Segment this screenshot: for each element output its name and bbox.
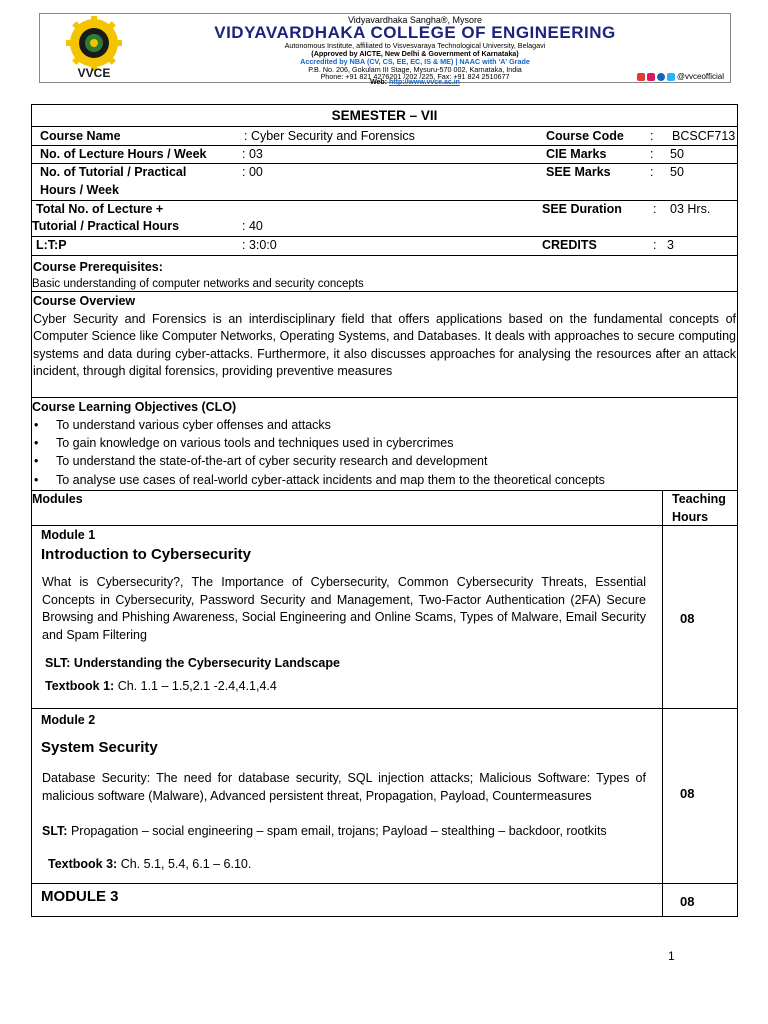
prerequisites-section — [32, 256, 737, 292]
module-2-row — [32, 709, 737, 884]
accreditation-line: Accredited by NBA (CV, CS, EE, EC, IS & ME) | NAAC with 'A' Grade — [300, 57, 530, 66]
module-2-hours: 08 — [680, 786, 695, 801]
twitter-icon[interactable] — [667, 73, 675, 81]
module-2-body: Database Security: The need for database security, SQL injection attacks; Malicious Software: Types of malicious software (Malware), Advanced persistent threat, Propagation, Payload, Countermeasures — [42, 771, 646, 803]
module-3-hours: 08 — [680, 894, 695, 909]
see-marks-label: SEE Marks — [546, 165, 611, 179]
sangha-name: Vidyavardhaka Sangha®, Mysore — [347, 15, 483, 25]
clo-section — [32, 398, 737, 491]
list-item: • To understand the state-of-the-art of cyber security research and development — [32, 452, 737, 470]
total-hours-value: : 40 — [242, 219, 263, 233]
see-duration-label: SEE Duration — [542, 202, 622, 216]
address-line: P.B. No. 206, Gokulam III Stage, Mysuru-570 002, Karnataka, India — [308, 65, 522, 74]
web-link[interactable]: http://www.vvce.ac.in — [389, 79, 460, 86]
total-hours-label: Total No. of Lecture + — [36, 202, 164, 216]
ltp-value: : 3:0:0 — [242, 238, 277, 252]
module-1-textbook: Textbook 1: Ch. 1.1 – 1.5,2.1 -2.4,4.1,4.4 — [45, 679, 277, 693]
credits-value: 3 — [667, 238, 674, 252]
page-number: 1 — [668, 949, 675, 963]
module-2-textbook: Textbook 3: Ch. 5.1, 5.4, 6.1 – 6.10. — [48, 857, 252, 871]
see-marks-value: 50 — [670, 165, 684, 179]
modules-header-row: Modules Teaching Hours — [32, 491, 737, 526]
tutorial-hours-row: No. of Tutorial / Practical Hours / Week : 00 SEE Marks : 50 — [32, 164, 737, 201]
credits-label: CREDITS — [542, 238, 597, 252]
svg-text:VVCE: VVCE — [77, 66, 111, 80]
module-1-body: What is Cybersecurity?, The Importance of Cybersecurity, Common Cybersecurity Threats, Essential Concepts in Cybersecurity, Password Security and Management, Two-Factor Authentication (2FA) Secure Browsing and Phishing Awareness, Social Engineering and Online Scams, Types of Malware, Email Security and Spam Filtering — [42, 575, 646, 642]
clo-list — [32, 416, 737, 489]
college-name: VIDYAVARDHAKA COLLEGE OF ENGINEERING — [214, 23, 616, 42]
tutorial-hours-label: No. of Tutorial / Practical — [40, 165, 187, 179]
see-duration-value: 03 Hrs. — [670, 202, 711, 216]
cie-marks-value: 50 — [670, 147, 684, 161]
overview-section — [32, 292, 737, 398]
semester-title: SEMESTER – VII — [32, 105, 737, 127]
ltp-row: L:T:P : 3:0:0 CREDITS : 3 — [32, 237, 737, 256]
module-3-label: MODULE 3 — [41, 888, 119, 905]
prerequisites-label: Course Prerequisites: — [33, 260, 163, 274]
teaching-hours-header: Teaching — [672, 492, 726, 506]
course-name-label: Course Name — [40, 129, 121, 143]
module-1-title: Introduction to Cybersecurity — [41, 546, 252, 563]
module-2-label: Module 2 — [41, 713, 96, 727]
clo-label: Course Learning Objectives (CLO) — [32, 400, 237, 414]
total-hours-row: Total No. of Lecture + Tutorial / Practical Hours : 40 SEE Duration : 03 Hrs. — [32, 201, 737, 237]
modules-column-header: Modules — [32, 492, 83, 506]
lecture-hours-row: No. of Lecture Hours / Week : 03 CIE Marks : 50 — [32, 146, 737, 164]
course-code-value: BCSCF713 — [672, 129, 736, 143]
lecture-hours-value: : 03 — [242, 147, 263, 161]
module-2-slt: SLT: Propagation – social engineering – spam email, trojans; Payload – stealthing – backdoor, rootkits — [42, 824, 607, 838]
youtube-icon[interactable] — [637, 73, 645, 81]
instagram-icon[interactable] — [647, 73, 655, 81]
course-code-label: Course Code — [546, 129, 624, 143]
module-1-label: Module 1 — [41, 528, 96, 542]
overview-text: Cyber Security and Forensics is an interdisciplinary field that offers applications based on the fundamental concepts of Computer Science like Computer Networks, Operating Systems, and Databases. It deals with approaches to secure computing systems and data during cyber-attacks. Furthermore, it also discusses approaches for analysing the resources after an attack incident, through digital forensics, providing preventive measures — [33, 311, 736, 378]
approval-line: (Approved by AICTE, New Delhi & Government of Karnataka) — [311, 49, 519, 58]
ltp-label: L:T:P — [36, 238, 67, 252]
web-line: Web: http://www.vvce.ac.in — [370, 79, 460, 86]
college-header — [39, 13, 731, 86]
course-name-value: : Cyber Security and Forensics — [244, 129, 415, 143]
overview-label: Course Overview — [33, 294, 136, 308]
facebook-icon[interactable] — [657, 73, 665, 81]
module-1-hours: 08 — [680, 611, 695, 626]
prerequisites-text: Basic understanding of computer networks and security concepts — [32, 278, 364, 290]
affiliation-line: Autonomous Institute, affiliated to Visvesvaraya Technological University, Belagavi — [284, 41, 546, 50]
module-3-row — [32, 884, 737, 916]
list-item: • To analyse use cases of real-world cyber-attack incidents and map them to the theoretical concepts — [32, 471, 737, 489]
tutorial-hours-value: : 00 — [242, 165, 263, 179]
social-handle: @vvceofficial — [676, 72, 724, 81]
lecture-hours-label: No. of Lecture Hours / Week — [40, 147, 207, 161]
module-1-slt: SLT: Understanding the Cybersecurity Landscape — [45, 656, 340, 670]
course-name-row: Course Name : Cyber Security and Forensics Course Code : BCSCF713 — [32, 127, 737, 146]
social-links — [637, 72, 724, 81]
cie-marks-label: CIE Marks — [546, 147, 607, 161]
syllabus-table — [31, 104, 738, 917]
module-1-row — [32, 526, 737, 709]
module-2-title: System Security — [41, 739, 158, 756]
list-item: • To understand various cyber offenses and attacks — [32, 416, 737, 434]
phone-line: Phone: +91 821 4276201 /202 /225, Fax: +91 824 2510677 — [320, 72, 510, 81]
list-item: • To gain knowledge on various tools and techniques used in cybercrimes — [32, 434, 737, 452]
